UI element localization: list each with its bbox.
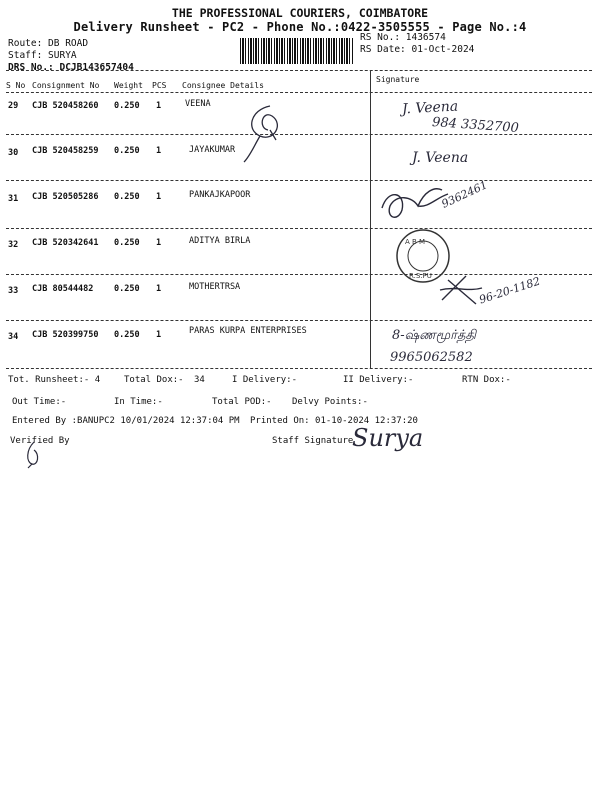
verified-by-label: Verified By (10, 436, 70, 446)
in-time: In Time:- (114, 397, 163, 407)
row-32-consignment: CJB 520342641 (32, 238, 99, 248)
row-29-consignee: VEENA (185, 99, 211, 109)
row-29-pcs: 1 (156, 101, 162, 111)
row-33-weight: 0.250 (114, 284, 140, 294)
report-title: THE PROFESSIONAL COURIERS, COIMBATORE (171, 6, 429, 20)
col-weight: Weight (114, 81, 143, 90)
handwritten-phone-row31: 9362461 (439, 178, 490, 211)
staff-label: Staff: SURYA (8, 50, 77, 61)
svg-text:R.S.PU: R.S.PU (409, 272, 432, 280)
handwritten-phone-row33: 96-20-1182 (477, 274, 542, 307)
col-consignment: Consignment No (32, 81, 100, 90)
i-delivery: I Delivery:- (232, 375, 298, 385)
row-29-weight: 0.250 (114, 101, 140, 111)
row-30-consignee: JAYAKUMAR (189, 145, 236, 155)
scribble-signature-row29 (240, 100, 300, 170)
row-32-consignee: ADITYA BIRLA (189, 236, 251, 246)
row-32-sno: 32 (8, 240, 19, 250)
row-32-rule (6, 274, 592, 275)
row-30-sno: 30 (8, 148, 19, 158)
row-34-sno: 34 (8, 332, 19, 342)
row-32-pcs: 1 (156, 238, 162, 248)
rs-number: RS No.: 1436574 (360, 32, 446, 43)
handwritten-name-row29: J. Veena (401, 98, 459, 118)
row-34-consignment: CJB 520399750 (32, 330, 99, 340)
row-31-rule (6, 228, 592, 229)
row-29-sno: 29 (8, 101, 19, 111)
table-bottom-rule (6, 368, 592, 369)
row-30-rule (6, 180, 592, 181)
row-33-pcs: 1 (156, 284, 162, 294)
table-header-rule (6, 92, 592, 93)
barcode-image (240, 38, 354, 64)
report-subtitle: Delivery Runsheet - PC2 - Phone No.:0422-3505555 - Page No.:4 (73, 20, 527, 34)
signature-column-divider (370, 70, 371, 368)
delvy-points: Delvy Points:- (292, 397, 368, 407)
row-34-pcs: 1 (156, 330, 162, 340)
col-pcs: PCS (152, 81, 167, 90)
staff-signature-label: Staff Signature (272, 436, 354, 446)
row-31-pcs: 1 (156, 192, 162, 202)
row-34-weight: 0.250 (114, 330, 140, 340)
handwritten-phone-row29: 984 3352700 (431, 114, 520, 137)
rtn-dox: RTN Dox:- (462, 375, 511, 385)
ii-delivery: II Delivery:- (343, 375, 414, 385)
out-time: Out Time:- (12, 397, 67, 407)
col-signature: Signature (376, 75, 420, 84)
row-31-consignment: CJB 520505286 (32, 192, 99, 202)
row-33-sno: 33 (8, 286, 19, 296)
tot-runsheet: Tot. Runsheet:- 4 (8, 375, 101, 385)
table-top-rule (6, 70, 592, 71)
row-30-consignment: CJB 520458259 (32, 146, 99, 156)
scribble-signature-row31 (378, 178, 478, 228)
row-29-consignment: CJB 520458260 (32, 101, 99, 111)
row-32-weight: 0.250 (114, 238, 140, 248)
row-31-sno: 31 (8, 194, 19, 204)
entered-by: Entered By :BANUPC2 10/01/2024 12:37:04 PM (12, 416, 240, 426)
printed-on: Printed On: 01-10-2024 12:37:20 (250, 416, 418, 426)
staff-signature: Surya (352, 424, 424, 452)
handwritten-phone-row34: 9965062582 (390, 350, 473, 365)
col-sno: S No (6, 81, 26, 90)
row-33-consignee: MOTHERTRSA (189, 282, 241, 292)
handwritten-name-row30: J. Veena (412, 150, 469, 166)
row-30-weight: 0.250 (114, 146, 140, 156)
row-33-consignment: CJB 80544482 (32, 284, 94, 294)
row-33-rule (6, 320, 592, 321)
svg-text:A B M: A B M (405, 238, 426, 246)
row-31-weight: 0.250 (114, 192, 140, 202)
row-30-pcs: 1 (156, 146, 162, 156)
scribble-signature-row33 (436, 270, 486, 310)
rs-date: RS Date: 01-Oct-2024 (360, 44, 475, 55)
drs-number: DRS No.: DCJB143657404 (8, 62, 134, 73)
verifier-initial-mark (22, 440, 46, 470)
total-pod: Total POD:- (212, 397, 272, 407)
route-label: Route: DB ROAD (8, 38, 89, 49)
row-34-consignee: PARAS KURPA ENTERPRISES (189, 326, 307, 336)
row-31-consignee: PANKAJKAPOOR (189, 190, 251, 200)
total-dox-label: Total Dox:- (124, 375, 184, 385)
handwritten-line1-row34: 8-ஷ்ணமூர்த்தி (392, 328, 477, 343)
col-consignee: Consignee Details (182, 81, 264, 90)
total-dox-value: 34 (194, 375, 205, 385)
